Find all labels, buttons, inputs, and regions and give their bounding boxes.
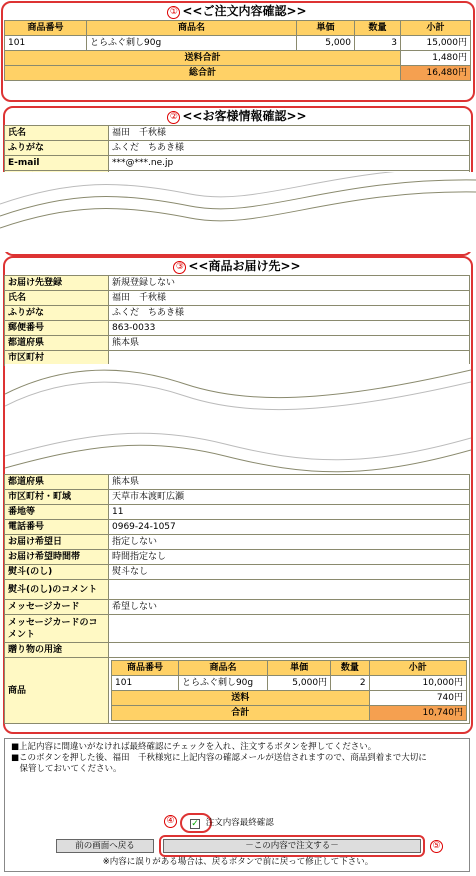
wavy-cut-divider: [5, 364, 471, 474]
product-code: 101: [5, 36, 87, 51]
final-confirm-label: 注文内容最終確認: [205, 818, 274, 828]
table-row: 郵便番号 863-0033: [5, 321, 470, 336]
col-header-price: 単価: [268, 661, 331, 676]
customer-info-title: ② <<お客様情報確認>>: [4, 108, 470, 124]
annotation-2: ②: [167, 111, 180, 124]
total-value: 10,740円: [369, 706, 466, 721]
table-row: 熨斗(のし) 熨斗なし: [5, 565, 470, 580]
delivery-section-top: [4, 258, 470, 366]
submit-order-button[interactable]: －この内容で注文する－: [163, 839, 421, 853]
table-row: 都道府県 熊本県: [5, 475, 470, 490]
delivery-table-top: [4, 275, 470, 366]
col-header-subtotal: 小計: [401, 21, 471, 36]
col-header-code: 商品番号: [5, 21, 87, 36]
delivery-product-table: [111, 660, 467, 721]
product-price: 5,000円: [268, 676, 331, 691]
final-confirm-checkbox-row: [190, 817, 274, 831]
table-row: メッセージカードのコメント: [5, 615, 470, 643]
note-line: ■このボタンを押した後、福田 千秋様宛に上記内容の確認メールが送信されますので、商品到着まで大切に: [11, 753, 427, 763]
product-name: とらふぐ刺し90g: [178, 676, 267, 691]
annotation-5: ⑤: [430, 840, 443, 853]
col-header-name: 商品名: [87, 21, 297, 36]
table-row: 都道府県 熊本県: [5, 336, 470, 351]
shipping-total-label: 送料合計: [5, 51, 401, 66]
grand-total-label: 総合計: [5, 66, 401, 81]
wave-graphic: [0, 172, 476, 252]
shipping-value: 740円: [369, 691, 466, 706]
product-name: とらふぐ刺し90g: [87, 36, 297, 51]
product-qty: 3: [355, 36, 401, 51]
note-line: 保管しておいてください。: [11, 764, 122, 774]
table-row: 電話番号 0969-24-1057: [5, 520, 470, 535]
annotation-1: ①: [167, 6, 180, 19]
col-header-qty: 数量: [355, 21, 401, 36]
table-row: [5, 36, 471, 51]
product-price: 5,000: [297, 36, 355, 51]
table-row: E-mail ***@***.ne.jp: [5, 156, 470, 171]
table-row: 番地等 11: [5, 505, 470, 520]
table-row: ふりがな ふくだ ちあき様: [5, 141, 470, 156]
annotation-4: ④: [164, 815, 177, 828]
grand-total-value: 16,480円: [401, 66, 471, 81]
footnote: ※内容に誤りがある場合は、戻るボタンで前に戻って修正して下さい。: [102, 857, 374, 867]
shipping-total-value: 1,480円: [401, 51, 471, 66]
delivery-table-bottom: [4, 474, 470, 724]
table-row: メッセージカード 希望しない: [5, 600, 470, 615]
table-row: お届け希望日 指定しない: [5, 535, 470, 550]
table-row: お届け先登録 新規登録しない: [5, 276, 470, 291]
table-row: ふりがな ふくだ ちあき様: [5, 306, 470, 321]
annotation-3: ③: [173, 261, 186, 274]
product-subtotal: 10,000円: [369, 676, 466, 691]
table-row: 贈り物の用途: [5, 643, 470, 658]
table-row: 市区町村・町域 天草市本渡町広瀬: [5, 490, 470, 505]
col-header-price: 単価: [297, 21, 355, 36]
col-header-subtotal: 小計: [369, 661, 466, 676]
table-row: 熨斗(のし)のコメント: [5, 580, 470, 600]
order-confirm-section: [4, 3, 470, 81]
total-label: 合計: [112, 706, 370, 721]
wavy-cut-divider: [0, 172, 476, 252]
col-header-qty: 数量: [331, 661, 370, 676]
table-row: 市区町村: [5, 351, 470, 366]
table-row: お届け希望時間帯 時間指定なし: [5, 550, 470, 565]
product-qty: 2: [331, 676, 370, 691]
product-code: 101: [112, 676, 179, 691]
table-row: 氏名 福田 千秋様: [5, 126, 470, 141]
back-button[interactable]: 前の画面へ戻る: [56, 839, 154, 853]
table-row: [112, 676, 467, 691]
product-label: 商品: [5, 658, 109, 724]
order-confirm-title: ① <<ご注文内容確認>>: [4, 3, 470, 19]
delivery-title: ③ <<商品お届け先>>: [4, 258, 470, 274]
product-row: [5, 658, 470, 724]
col-header-code: 商品番号: [112, 661, 179, 676]
note-line: ■上記内容に間違いがなければ最終確認にチェックを入れ、注文するボタンを押してください。: [11, 742, 377, 752]
product-subtotal: 15,000円: [401, 36, 471, 51]
final-confirm-checkbox[interactable]: ✓: [191, 819, 199, 829]
table-row: 氏名 福田 千秋様: [5, 291, 470, 306]
delivery-section-bottom: [4, 474, 470, 724]
col-header-name: 商品名: [178, 661, 267, 676]
shipping-label: 送料: [112, 691, 370, 706]
wave-graphic: [5, 364, 471, 474]
order-confirm-table: [4, 20, 471, 81]
